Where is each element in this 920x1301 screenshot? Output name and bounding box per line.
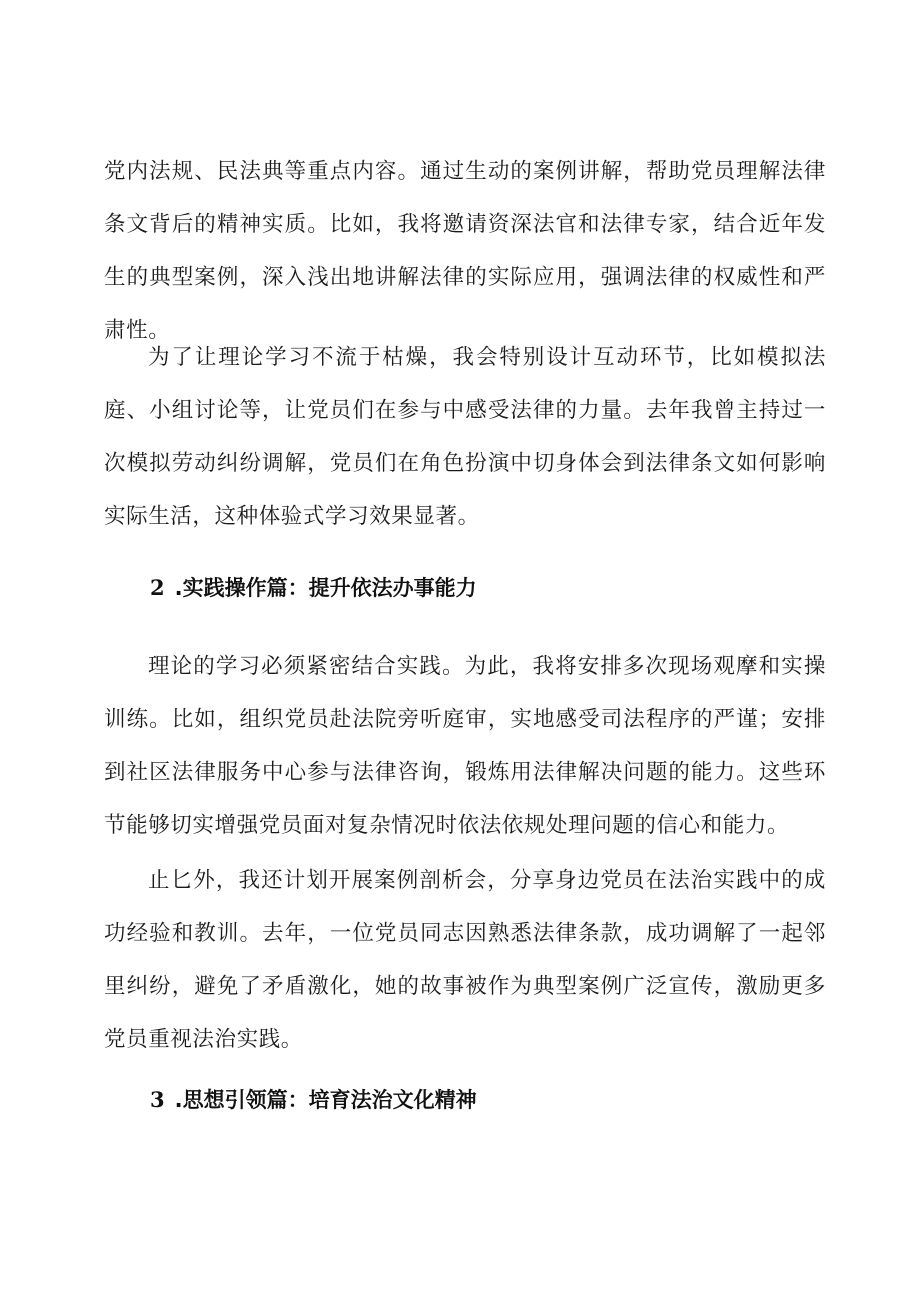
section-title: .实践操作篇：提升依法办事能力 — [174, 576, 477, 600]
section-title: .思想引领篇：培育法治文化精神 — [174, 1088, 477, 1112]
paragraph-practice-training: 理论的学习必须紧密结合实践。为此，我将安排多次现场观摩和实操训练。比如，组织党员赴法院旁听庭审，实地感受司法程序的严谨；安排到社区法律服务中心参与法律咨询，锻炼用法律解决问题的能力。这些环节能够切实增强党员面对复杂情况时依法依规处理问题的信心和能力。 — [104, 654, 826, 838]
paragraph-legal-content: 党内法规、民法典等重点内容。通过生动的案例讲解，帮助党员理解法律条文背后的精神实质。比如，我将邀请资深法官和法律专家，结合近年发生的典型案例，深入浅出地讲解法律的实际应用，强调法律的权威性和严肃性。 — [104, 159, 826, 343]
paragraph-interactive-learning: 为了让理论学习不流于枯燥，我会特别设计互动环节，比如模拟法庭、小组讨论等，让党员们在参与中感受法律的力量。去年我曾主持过一次模拟劳动纠纷调解，党员们在角色扮演中切身体会到法律条文如何影响实际生活，这种体验式学习效果显著。 — [104, 345, 826, 529]
section-number: 3 — [150, 1087, 165, 1112]
section-number: 2 — [150, 575, 165, 600]
section-heading-ideology — [150, 1085, 477, 1115]
paragraph-case-analysis: 止匕外，我还计划开展案例剖析会，分享身边党员在法治实践中的成功经验和教训。去年，一位党员同志因熟悉法律条款，成功调解了一起邻里纠纷，避免了矛盾激化，她的故事被作为典型案例广泛宣传，激励更多党员重视法治实践。 — [104, 868, 826, 1052]
section-heading-practice — [150, 573, 477, 603]
